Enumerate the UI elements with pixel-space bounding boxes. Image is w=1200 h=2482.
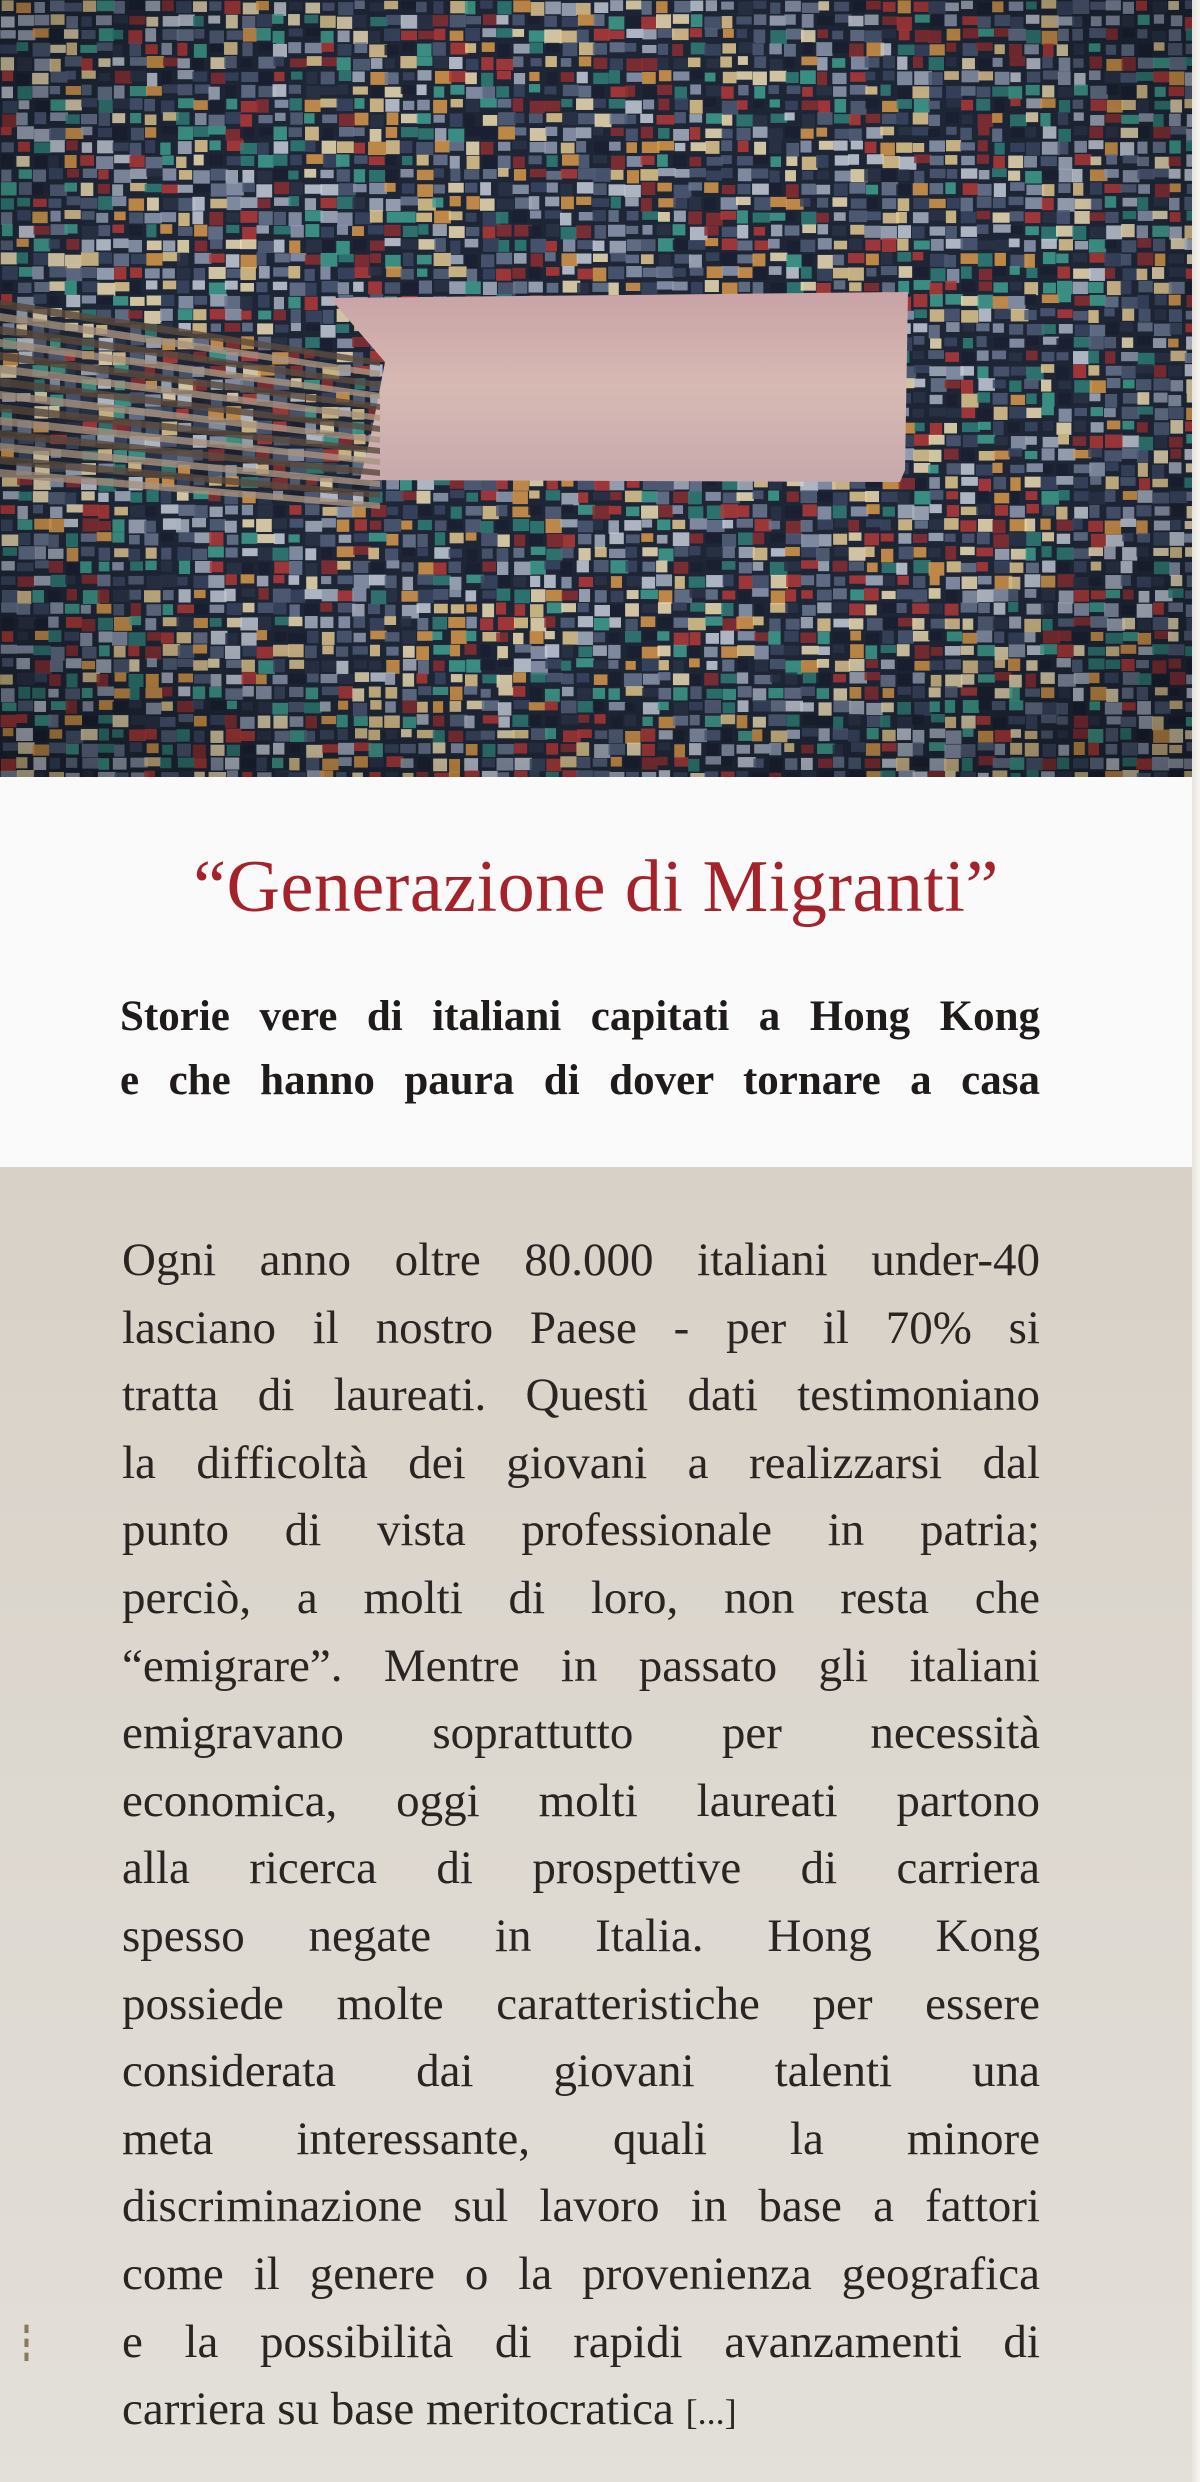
body-line-text: perciò, a molti di loro, non resta che: [122, 1571, 1040, 1624]
body-section: [0, 1167, 1192, 2482]
body-line: [122, 1633, 1040, 1701]
body-line: [122, 1768, 1040, 1836]
body-line-text: alla ricerca di prospettive di carriera: [122, 1842, 1040, 1895]
page-edge: [1192, 0, 1200, 2482]
body-line-text: discriminazione sul lavoro in base a fattori: [122, 2180, 1040, 2233]
page-title: “Generazione di Migranti”: [193, 846, 999, 928]
body-line: [122, 1362, 1040, 1430]
body-line: [122, 2241, 1040, 2309]
body-line-text: tratta di laureati. Questi dati testimoniano: [122, 1369, 1040, 1422]
body-line-text: la difficoltà dei giovani a realizzarsi dal: [122, 1436, 1040, 1489]
body-line: [122, 1565, 1040, 1633]
body-line-text: carriera su base meritocratica: [122, 2383, 674, 2436]
body-line: [122, 1835, 1040, 1903]
body-line: [122, 2376, 1040, 2447]
body-line-text: e la possibilità di rapidi avanzamenti di: [122, 2315, 1040, 2368]
body-line-text: considerata dai giovani talenti una: [122, 2045, 1040, 2098]
body-paragraph: [122, 1227, 1040, 2447]
body-line-text: emigravano soprattutto per necessità: [122, 1707, 1040, 1760]
body-line: [122, 1430, 1040, 1498]
body-line: [122, 2106, 1040, 2174]
body-line-text: spesso negate in Italia. Hong Kong: [122, 1909, 1040, 1962]
body-line: [122, 1700, 1040, 1768]
body-line-text: possiede molte caratteristiche per essere: [122, 1977, 1040, 2030]
cover-photo: [0, 0, 1192, 777]
body-line: [122, 2038, 1040, 2106]
header-section: [0, 777, 1192, 1167]
body-line: [122, 1497, 1040, 1565]
body-line: [122, 2173, 1040, 2241]
hong-kong-highrise-courtyard-photo-icon: [0, 0, 1192, 777]
body-line-text: meta interessante, quali la minore: [122, 2112, 1040, 2165]
printer-mark-icon: ▮▮▮: [21, 2322, 33, 2364]
body-line-text: lasciano il nostro Paese - per il 70% si: [122, 1301, 1040, 1354]
body-line: [122, 1971, 1040, 2039]
ellipsis: [...]: [685, 2392, 737, 2433]
body-line-text: come il genere o la provenienza geografica: [122, 2247, 1040, 2300]
body-line-text: punto di vista professionale in patria;: [122, 1504, 1040, 1557]
subtitle: [120, 985, 1040, 1113]
body-line: [122, 1903, 1040, 1971]
body-line-text: Ogni anno oltre 80.000 italiani under-40: [122, 1234, 1040, 1286]
body-line-text: economica, oggi molti laureati partono: [122, 1774, 1040, 1827]
subtitle-line: Storie vere di italiani capitati a Hong Kong: [120, 993, 1040, 1040]
body-line: [122, 1295, 1040, 1363]
body-line: [122, 1227, 1040, 1295]
body-line: [122, 2309, 1040, 2377]
subtitle-line: e che hanno paura di dover tornare a casa: [120, 1057, 1040, 1104]
body-line-text: “emigrare”. Mentre in passato gli italiani: [122, 1639, 1040, 1692]
